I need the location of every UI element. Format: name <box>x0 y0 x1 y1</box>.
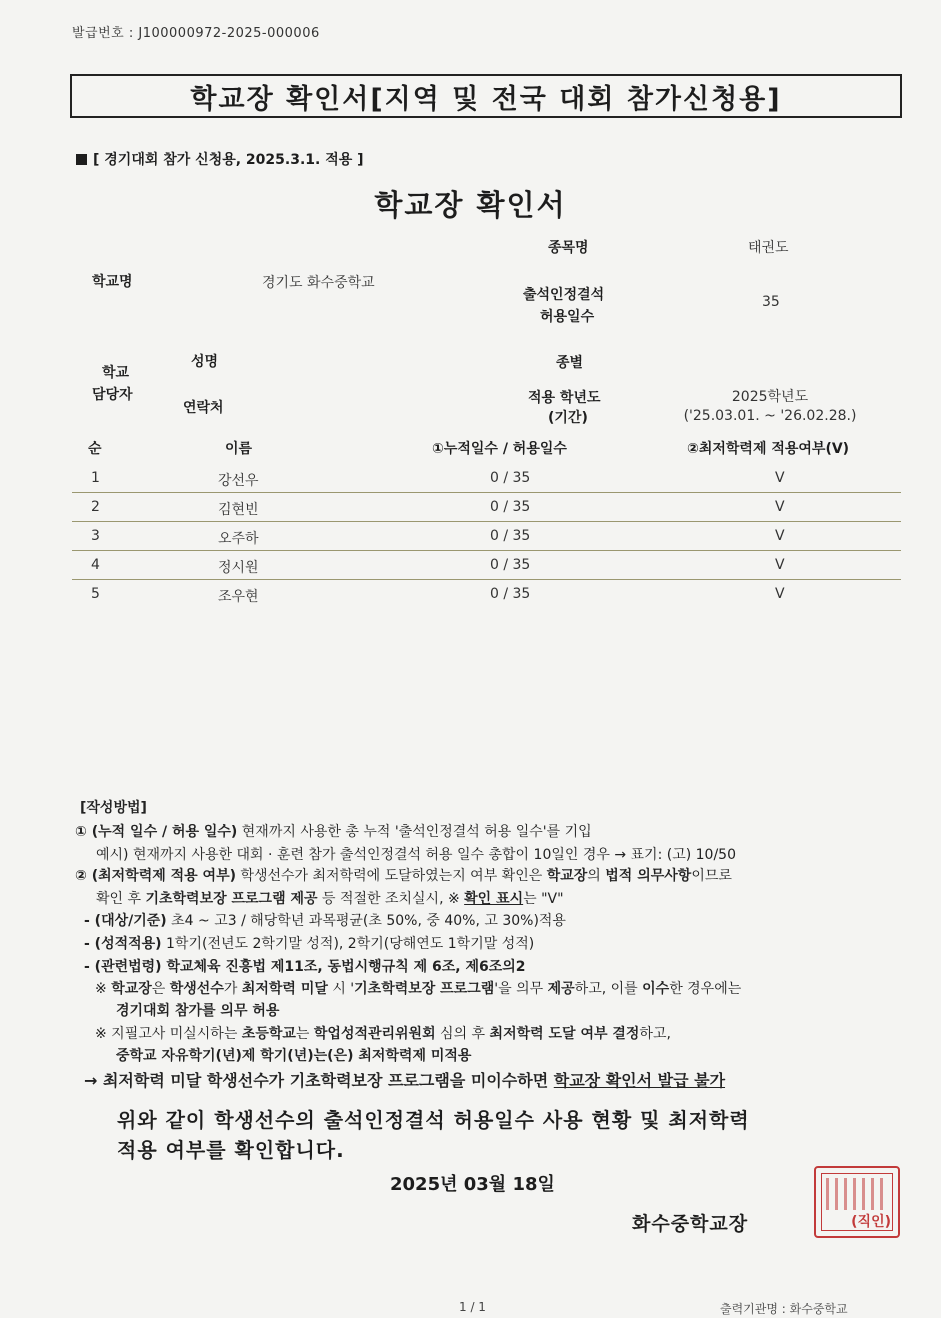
confirm-line-1: 위와 같이 학생선수의 출석인정결석 허용일수 사용 현황 및 최저학력 <box>117 1108 750 1132</box>
table-row <box>72 464 901 493</box>
column-header-name: 이름 <box>225 441 253 457</box>
guide-heading: [작성방법] <box>80 800 147 816</box>
row-days: 0 / 35 <box>490 557 531 573</box>
guide-line-7: - (관련법령) 학교체육 진흥법 제11조, 동법시행규칙 제 6조, 제6조의2 <box>84 959 526 975</box>
guide-line-11: 중학교 자유학기(년)제 학기(년)는(은) 최저학력제 미적용 <box>116 1048 472 1064</box>
manager-contact-label: 연락처 <box>183 400 224 416</box>
row-no: 2 <box>91 499 100 515</box>
category-label: 종별 <box>556 355 584 371</box>
year-value-line1: 2025학년도 <box>731 389 809 405</box>
issue-number: 발급번호 : J100000972-2025-000006 <box>72 26 320 41</box>
guide-line-5: - (대상/기준) 초4 ~ 고3 / 해당학년 과목평균(초 50%, 중 40%, 고 30%)적용 <box>84 913 566 929</box>
event-value: 태권도 <box>748 240 789 256</box>
printed-by: 출력기관명 : 화수중학교 <box>720 1302 848 1316</box>
year-value-line2: ('25.03.01. ~ '26.02.28.) <box>683 408 857 424</box>
guide-line-2: 예시) 현재까지 사용한 대회 · 훈련 참가 출석인정결석 허용 일수 총합이 10일인 경우 → 표기: (고) 10/50 <box>96 847 736 863</box>
form-note <box>76 149 364 169</box>
row-applied: V <box>775 586 785 602</box>
column-header-applied: ②최저학력제 적용여부(V) <box>687 441 850 457</box>
row-no: 4 <box>91 557 100 573</box>
row-name: 조우현 <box>218 589 259 605</box>
row-no: 5 <box>91 586 100 602</box>
table-row <box>72 580 901 609</box>
column-header-no: 순 <box>88 441 102 457</box>
row-days: 0 / 35 <box>490 586 531 602</box>
row-days: 0 / 35 <box>490 499 531 515</box>
row-applied: V <box>775 528 785 544</box>
school-label: 학교명 <box>92 274 133 290</box>
seal-pattern <box>826 1178 888 1210</box>
manager-label-line2: 담당자 <box>92 387 133 403</box>
guide-line-3: ② (최저학력제 적용 여부) 학생선수가 최저학력에 도달하였는지 여부 확인은 학교장의 법적 의무사항이므로 <box>75 868 732 884</box>
year-label-line1: 적용 학년도 <box>528 390 601 406</box>
guide-line-4: 확인 후 기초학력보장 프로그램 제공 등 적절한 조치실시, ※ 확인 표시는 "V" <box>96 891 564 907</box>
row-applied: V <box>775 499 785 515</box>
row-name: 오주하 <box>218 531 259 547</box>
guide-line-10: ※ 지필고사 미실시하는 초등학교는 학업성적관리위원회 심의 후 최저학력 도달 여부 결정하고, <box>95 1026 671 1042</box>
header-title: 학교장 확인서[지역 및 전국 대회 참가신청용] <box>70 74 902 118</box>
row-days: 0 / 35 <box>490 470 531 486</box>
confirm-line-2: 적용 여부를 확인합니다. <box>117 1138 345 1162</box>
page-number: 1 / 1 <box>459 1300 486 1314</box>
row-name: 김현빈 <box>218 502 259 518</box>
row-name: 강선우 <box>218 473 259 489</box>
absence-label-line2: 허용일수 <box>540 309 595 325</box>
table-row <box>72 551 901 580</box>
row-name: 정시원 <box>218 560 259 576</box>
absence-value: 35 <box>762 294 780 310</box>
absence-label-line1: 출석인정결석 <box>523 287 605 303</box>
row-applied: V <box>775 470 785 486</box>
column-header-days: ①누적일수 / 허용일수 <box>432 441 567 457</box>
row-applied: V <box>775 557 785 573</box>
event-label: 종목명 <box>548 240 589 256</box>
principal-title: 화수중학교장 <box>632 1213 749 1235</box>
row-no: 1 <box>91 470 100 486</box>
school-value: 경기도 화수중학교 <box>262 275 375 291</box>
guide-line-6: - (성적적용) 1학기(전년도 2학기말 성적), 2학기(당해연도 1학기말 성적) <box>84 936 535 952</box>
official-seal <box>814 1166 900 1238</box>
issue-date: 2025년 03월 18일 <box>390 1174 555 1195</box>
manager-label-line1: 학교 <box>102 365 130 381</box>
row-days: 0 / 35 <box>490 528 531 544</box>
guide-arrow-line: → 최저학력 미달 학생선수가 기초학력보장 프로그램을 미이수하면 학교장 확인서 발급 불가 <box>84 1071 726 1090</box>
manager-name-label: 성명 <box>191 354 219 370</box>
guide-line-9: 경기대회 참가를 의무 허용 <box>116 1003 280 1019</box>
square-bullet-icon <box>76 154 87 165</box>
row-no: 3 <box>91 528 100 544</box>
table-row <box>72 493 901 522</box>
year-label-line2: (기간) <box>548 410 588 426</box>
document-title: 학교장 확인서 <box>374 188 567 222</box>
guide-line-1: ① (누적 일수 / 허용 일수) 현재까지 사용한 총 누적 '출석인정결석 허용 일수'를 기입 <box>75 824 592 840</box>
guide-line-8: ※ 학교장은 학생선수가 최저학력 미달 시 '기초학력보장 프로그램'을 의무 제공하고, 이를 이수한 경우에는 <box>95 981 742 997</box>
table-row <box>72 522 901 551</box>
form-note-text: [ 경기대회 참가 신청용, 2025.3.1. 적용 ] <box>93 152 364 168</box>
seal-text: (직인) <box>851 1214 891 1230</box>
